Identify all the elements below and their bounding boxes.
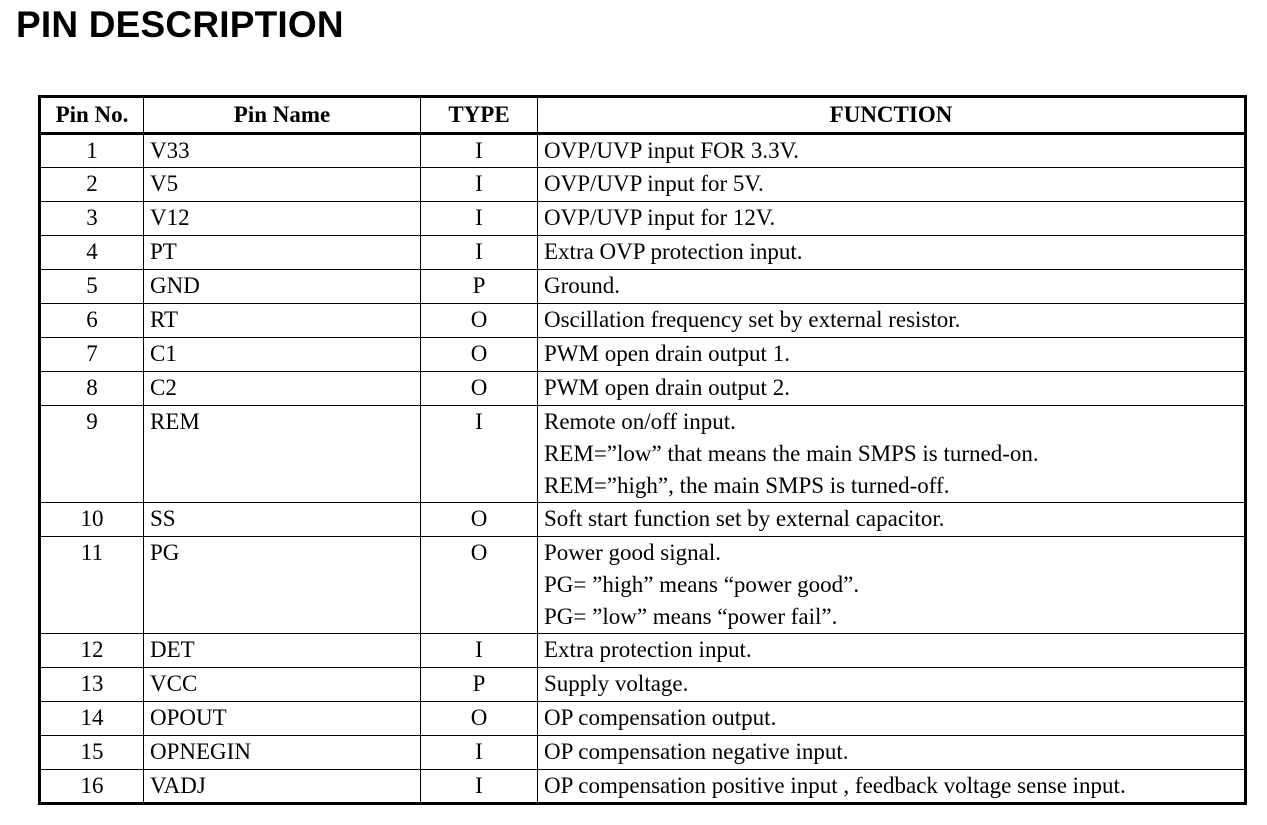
pin-function-cell	[538, 304, 1246, 338]
function-line: OP compensation output.	[544, 705, 777, 730]
pin-type-cell: O	[421, 304, 538, 338]
pin-name-cell: C1	[144, 338, 421, 372]
function-line: Soft start function set by external capacitor.	[544, 506, 945, 531]
pin-name-cell: DET	[144, 634, 421, 668]
pin-type-cell: I	[421, 168, 538, 202]
pin-number-cell: 15	[40, 736, 144, 770]
table-row	[40, 236, 1246, 270]
function-line: OVP/UVP input for 5V.	[544, 171, 764, 196]
pin-name-cell: OPOUT	[144, 702, 421, 736]
function-line: PG= ”low” means “power fail”.	[544, 604, 838, 629]
table-row	[40, 770, 1246, 804]
pin-number-cell: 3	[40, 202, 144, 236]
header-function: FUNCTION	[538, 97, 1246, 134]
pin-function-cell	[538, 634, 1246, 668]
pin-number-cell: 7	[40, 338, 144, 372]
page-title: PIN DESCRIPTION	[16, 4, 344, 45]
pin-function-cell	[538, 736, 1246, 770]
function-line: Oscillation frequency set by external resistor.	[544, 307, 961, 332]
function-line: OP compensation negative input.	[544, 739, 849, 764]
pin-name-cell: V5	[144, 168, 421, 202]
function-line: Extra OVP protection input.	[544, 239, 803, 264]
pin-number-cell: 14	[40, 702, 144, 736]
pin-name-cell: C2	[144, 372, 421, 406]
pin-function-cell	[538, 372, 1246, 406]
pin-function-cell	[538, 338, 1246, 372]
pin-type-cell: I	[421, 736, 538, 770]
header-pin-no: Pin No.	[40, 97, 144, 134]
function-line: PG= ”high” means “power good”.	[544, 572, 860, 597]
pin-name-cell: VCC	[144, 668, 421, 702]
pin-description-table	[38, 95, 1247, 805]
pin-name-cell: SS	[144, 503, 421, 537]
table-row	[40, 503, 1246, 537]
function-line: REM=”high”, the main SMPS is turned-off.	[544, 473, 950, 498]
pin-type-cell: I	[421, 236, 538, 270]
pin-number-cell: 5	[40, 270, 144, 304]
table-row	[40, 270, 1246, 304]
pin-number-cell: 9	[40, 406, 144, 503]
table-row	[40, 304, 1246, 338]
pin-function-cell	[538, 202, 1246, 236]
table-row	[40, 537, 1246, 634]
pin-type-cell: P	[421, 270, 538, 304]
header-type: TYPE	[421, 97, 538, 134]
pin-type-cell: I	[421, 406, 538, 503]
function-line: Ground.	[544, 273, 621, 298]
pin-name-cell: OPNEGIN	[144, 736, 421, 770]
pin-function-cell	[538, 503, 1246, 537]
pin-function-cell	[538, 770, 1246, 804]
pin-type-cell: I	[421, 202, 538, 236]
pin-number-cell: 13	[40, 668, 144, 702]
pin-number-cell: 11	[40, 537, 144, 634]
pin-type-cell: I	[421, 134, 538, 168]
pin-function-cell	[538, 270, 1246, 304]
table-row	[40, 406, 1246, 503]
table-row	[40, 134, 1246, 168]
pin-number-cell: 4	[40, 236, 144, 270]
pin-type-cell: P	[421, 668, 538, 702]
pin-number-cell: 6	[40, 304, 144, 338]
pin-name-cell: V12	[144, 202, 421, 236]
function-line: OVP/UVP input FOR 3.3V.	[544, 138, 799, 163]
pin-type-cell: I	[421, 770, 538, 804]
table-row	[40, 634, 1246, 668]
pin-function-cell	[538, 668, 1246, 702]
table-row	[40, 338, 1246, 372]
table-row	[40, 202, 1246, 236]
pin-number-cell: 10	[40, 503, 144, 537]
table-row	[40, 372, 1246, 406]
function-line: REM=”low” that means the main SMPS is turned-on.	[544, 441, 1039, 466]
pin-number-cell: 12	[40, 634, 144, 668]
pin-function-cell	[538, 702, 1246, 736]
pin-function-cell	[538, 537, 1246, 634]
pin-number-cell: 8	[40, 372, 144, 406]
pin-name-cell: RT	[144, 304, 421, 338]
table-row	[40, 168, 1246, 202]
function-line: Power good signal.	[544, 540, 721, 565]
pin-name-cell: GND	[144, 270, 421, 304]
pin-type-cell: O	[421, 537, 538, 634]
table-row	[40, 702, 1246, 736]
pin-function-cell	[538, 236, 1246, 270]
pin-type-cell: O	[421, 702, 538, 736]
pin-number-cell: 16	[40, 770, 144, 804]
function-line: PWM open drain output 2.	[544, 375, 790, 400]
table-row	[40, 668, 1246, 702]
header-pin-name: Pin Name	[144, 97, 421, 134]
pin-function-cell	[538, 134, 1246, 168]
pin-type-cell: O	[421, 503, 538, 537]
table-header-row	[40, 97, 1246, 134]
function-line: Remote on/off input.	[544, 409, 736, 434]
pin-function-cell	[538, 168, 1246, 202]
function-line: OVP/UVP input for 12V.	[544, 205, 776, 230]
function-line: OP compensation positive input , feedback voltage sense input.	[544, 773, 1126, 798]
pin-name-cell: V33	[144, 134, 421, 168]
pin-type-cell: I	[421, 634, 538, 668]
pin-function-cell	[538, 406, 1246, 503]
pin-number-cell: 1	[40, 134, 144, 168]
pin-name-cell: PT	[144, 236, 421, 270]
pin-type-cell: O	[421, 372, 538, 406]
table-row	[40, 736, 1246, 770]
pin-name-cell: VADJ	[144, 770, 421, 804]
function-line: PWM open drain output 1.	[544, 341, 790, 366]
pin-name-cell: PG	[144, 537, 421, 634]
pin-name-cell: REM	[144, 406, 421, 503]
function-line: Extra protection input.	[544, 637, 752, 662]
function-line: Supply voltage.	[544, 671, 689, 696]
pin-type-cell: O	[421, 338, 538, 372]
pin-number-cell: 2	[40, 168, 144, 202]
